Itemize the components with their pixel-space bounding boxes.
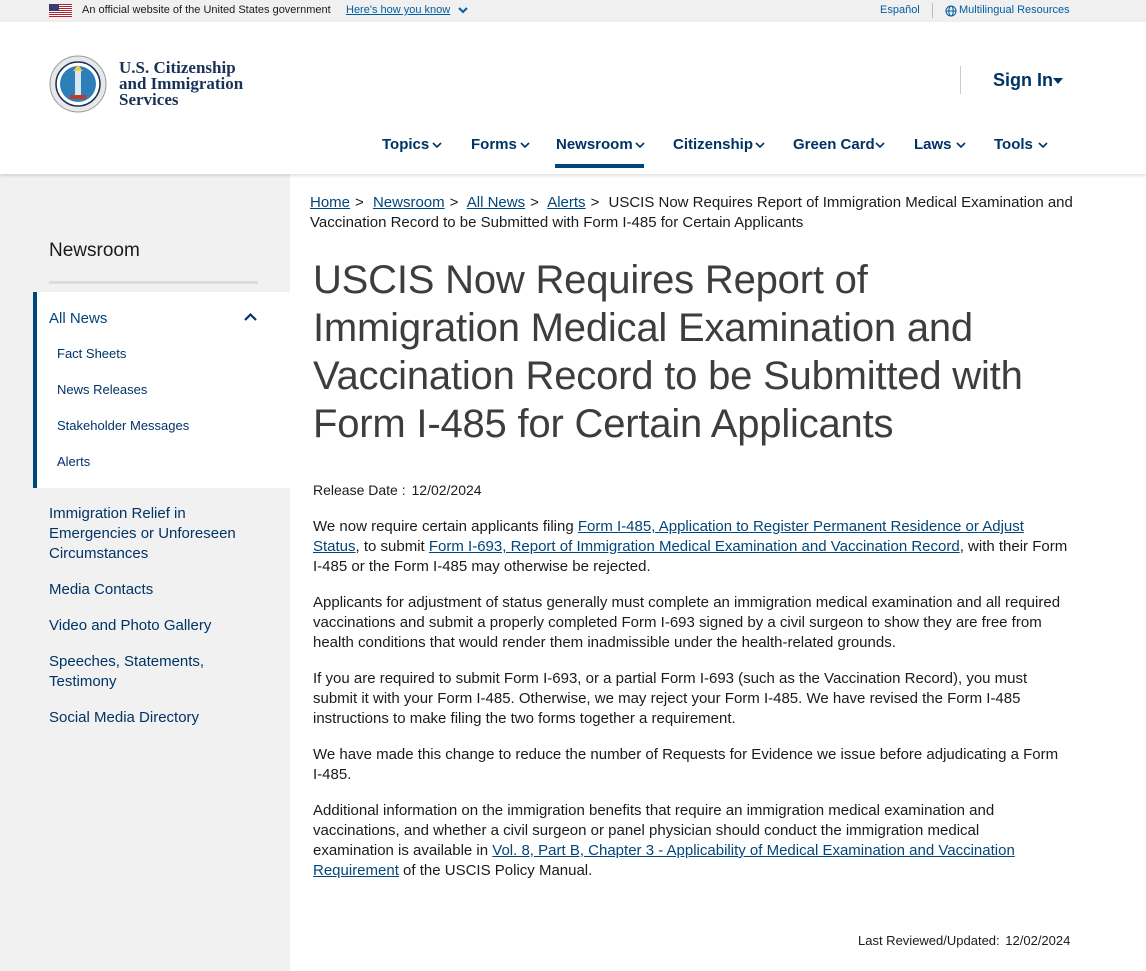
form-i693-link[interactable]: Form I-693, Report of Immigration Medical Examination and Vaccination Record bbox=[428, 538, 960, 555]
sidebar-item-alerts[interactable]: Alerts bbox=[57, 454, 91, 469]
nav-newsroom[interactable] bbox=[556, 136, 633, 160]
chevron-down-icon bbox=[432, 142, 442, 149]
release-date-value: 12/02/2024 bbox=[411, 482, 482, 498]
sidebar-item-all-news[interactable]: All News bbox=[49, 310, 108, 327]
chevron-down-icon bbox=[635, 142, 645, 149]
chevron-up-icon[interactable] bbox=[243, 312, 258, 322]
uscis-seal-logo[interactable] bbox=[49, 55, 107, 113]
active-nav-indicator bbox=[555, 164, 644, 168]
article-paragraph-4: We have made this change to reduce the number of Requests for Evidence we issue before adjudicating a Form I-485. bbox=[313, 746, 1059, 783]
sidebar-item-speeches[interactable]: Speeches, Statements, Testimony bbox=[49, 653, 205, 690]
site-header bbox=[0, 22, 1146, 174]
breadcrumb bbox=[310, 193, 1080, 233]
article-paragraph-2: Applicants for adjustment of status generally must complete an immigration medical examination and all required vaccinations and submit a properly completed Form I-693 signed by a civil surgeon to show they are free from health conditions that would render them inadmissible under the health-related grounds. bbox=[313, 594, 1061, 651]
gov-banner bbox=[0, 0, 1146, 22]
espanol-link[interactable]: Español bbox=[880, 4, 920, 16]
breadcrumb-alerts[interactable]: Alerts bbox=[547, 194, 586, 211]
last-reviewed-label: Last Reviewed/Updated: bbox=[858, 933, 1000, 948]
sidebar-item-immigration-relief[interactable]: Immigration Relief in Emergencies or Unforeseen Circumstances bbox=[49, 505, 236, 562]
logo-line: U.S. Citizenship bbox=[119, 58, 236, 77]
chevron-down-icon[interactable] bbox=[457, 4, 469, 16]
sidebar-item-media-contacts[interactable]: Media Contacts bbox=[49, 581, 154, 598]
breadcrumb-home[interactable]: Home bbox=[310, 194, 351, 211]
last-reviewed-date: 12/02/2024 bbox=[1005, 933, 1071, 948]
nav-forms[interactable] bbox=[471, 136, 517, 160]
chevron-down-icon bbox=[1038, 142, 1048, 149]
sidebar-item-stakeholder-messages[interactable]: Stakeholder Messages bbox=[57, 418, 190, 433]
chevron-down-icon bbox=[875, 142, 885, 149]
nav-laws[interactable] bbox=[914, 136, 952, 160]
sidebar-item-social-media-directory[interactable]: Social Media Directory bbox=[49, 709, 200, 726]
site-logo-text[interactable] bbox=[119, 60, 243, 108]
official-site-text: An official website of the United States government bbox=[82, 4, 331, 16]
chevron-down-icon bbox=[520, 142, 530, 149]
chevron-down-icon bbox=[755, 142, 765, 149]
how-you-know-link[interactable]: Here's how you know bbox=[346, 4, 451, 16]
sign-in-button[interactable]: Sign In bbox=[993, 70, 1053, 90]
paragraph-text: Additional information on the immigration benefits that require an immigration medical examination and vaccinations, and whether a civil surgeon or panel physician should conduct the immigration medical examination is available in bbox=[313, 802, 995, 859]
nav-label: Green Card bbox=[793, 136, 875, 153]
last-reviewed bbox=[858, 933, 1070, 948]
breadcrumb-separator: > bbox=[530, 194, 539, 211]
logo-line: and Immigration bbox=[119, 74, 244, 93]
nav-tools[interactable] bbox=[994, 136, 1033, 160]
paragraph-text: , to submit bbox=[355, 538, 429, 555]
nav-label: Forms bbox=[471, 136, 517, 153]
article-paragraph-3: If you are required to submit Form I-693, or a partial Form I-693 (such as the Vaccination Record), you must submit it with your Form I-485. Otherwise, we may reject your Form I-485. We have revised the Form I-485 instructions to make filing the two forms together a requirement. bbox=[313, 670, 1028, 727]
breadcrumb-all-news[interactable]: All News bbox=[466, 194, 526, 211]
header-divider bbox=[960, 66, 961, 94]
chevron-down-icon bbox=[956, 142, 966, 149]
logo-line: Services bbox=[119, 90, 179, 109]
paragraph-text: We now require certain applicants filing bbox=[313, 518, 578, 535]
article-paragraph-1 bbox=[313, 517, 1071, 577]
paragraph-text: , with their Form I-485 or the Form I-485 may otherwise be rejected. bbox=[313, 538, 1068, 575]
nav-topics[interactable] bbox=[382, 136, 429, 160]
nav-citizenship[interactable] bbox=[673, 136, 753, 160]
form-i485-link[interactable]: Form I-485, Application to Register Permanent Residence or Adjust Status bbox=[313, 518, 1024, 555]
breadcrumb-separator: > bbox=[355, 194, 364, 211]
nav-green-card[interactable] bbox=[793, 136, 875, 160]
banner-divider bbox=[932, 3, 933, 18]
breadcrumb-separator: > bbox=[590, 194, 600, 211]
nav-label: Topics bbox=[382, 136, 430, 153]
globe-icon bbox=[945, 5, 957, 17]
nav-label: Newsroom bbox=[556, 136, 633, 153]
article-paragraph-5 bbox=[313, 801, 1033, 881]
nav-label: Tools bbox=[994, 136, 1033, 153]
breadcrumb-separator: > bbox=[449, 194, 459, 211]
release-date-label: Release Date : bbox=[313, 482, 406, 498]
caret-down-icon[interactable] bbox=[1052, 76, 1064, 86]
breadcrumb-newsroom[interactable]: Newsroom bbox=[372, 194, 445, 211]
sidebar-item-video-photo-gallery[interactable]: Video and Photo Gallery bbox=[49, 617, 212, 634]
sidebar bbox=[0, 174, 290, 971]
sidebar-item-fact-sheets[interactable]: Fact Sheets bbox=[57, 346, 127, 361]
nav-label: Laws bbox=[914, 136, 952, 153]
sidebar-divider bbox=[49, 281, 258, 284]
release-date bbox=[313, 482, 482, 498]
multilingual-resources-link[interactable]: Multilingual Resources bbox=[959, 4, 1070, 16]
sidebar-item-news-releases[interactable]: News Releases bbox=[57, 382, 148, 397]
sidebar-title: Newsroom bbox=[49, 240, 140, 261]
us-flag-icon bbox=[49, 4, 72, 17]
nav-label: Citizenship bbox=[673, 136, 754, 153]
page-title: USCIS Now Requires Report of Immigration Medical Examination and Vaccination Record to be Submitted with Form I-485 for Certain Applicants bbox=[313, 258, 1023, 446]
breadcrumb-current: USCIS Now Requires Report of Immigration Medical Examination and Vaccination Record to be Submitted with Form I-485 for Certain Applicants bbox=[310, 194, 1073, 231]
paragraph-text: of the USCIS Policy Manual. bbox=[398, 862, 593, 879]
policy-manual-link[interactable]: Vol. 8, Part B, Chapter 3 - Applicability of Medical Examination and Vaccination Requirement bbox=[313, 842, 1015, 879]
